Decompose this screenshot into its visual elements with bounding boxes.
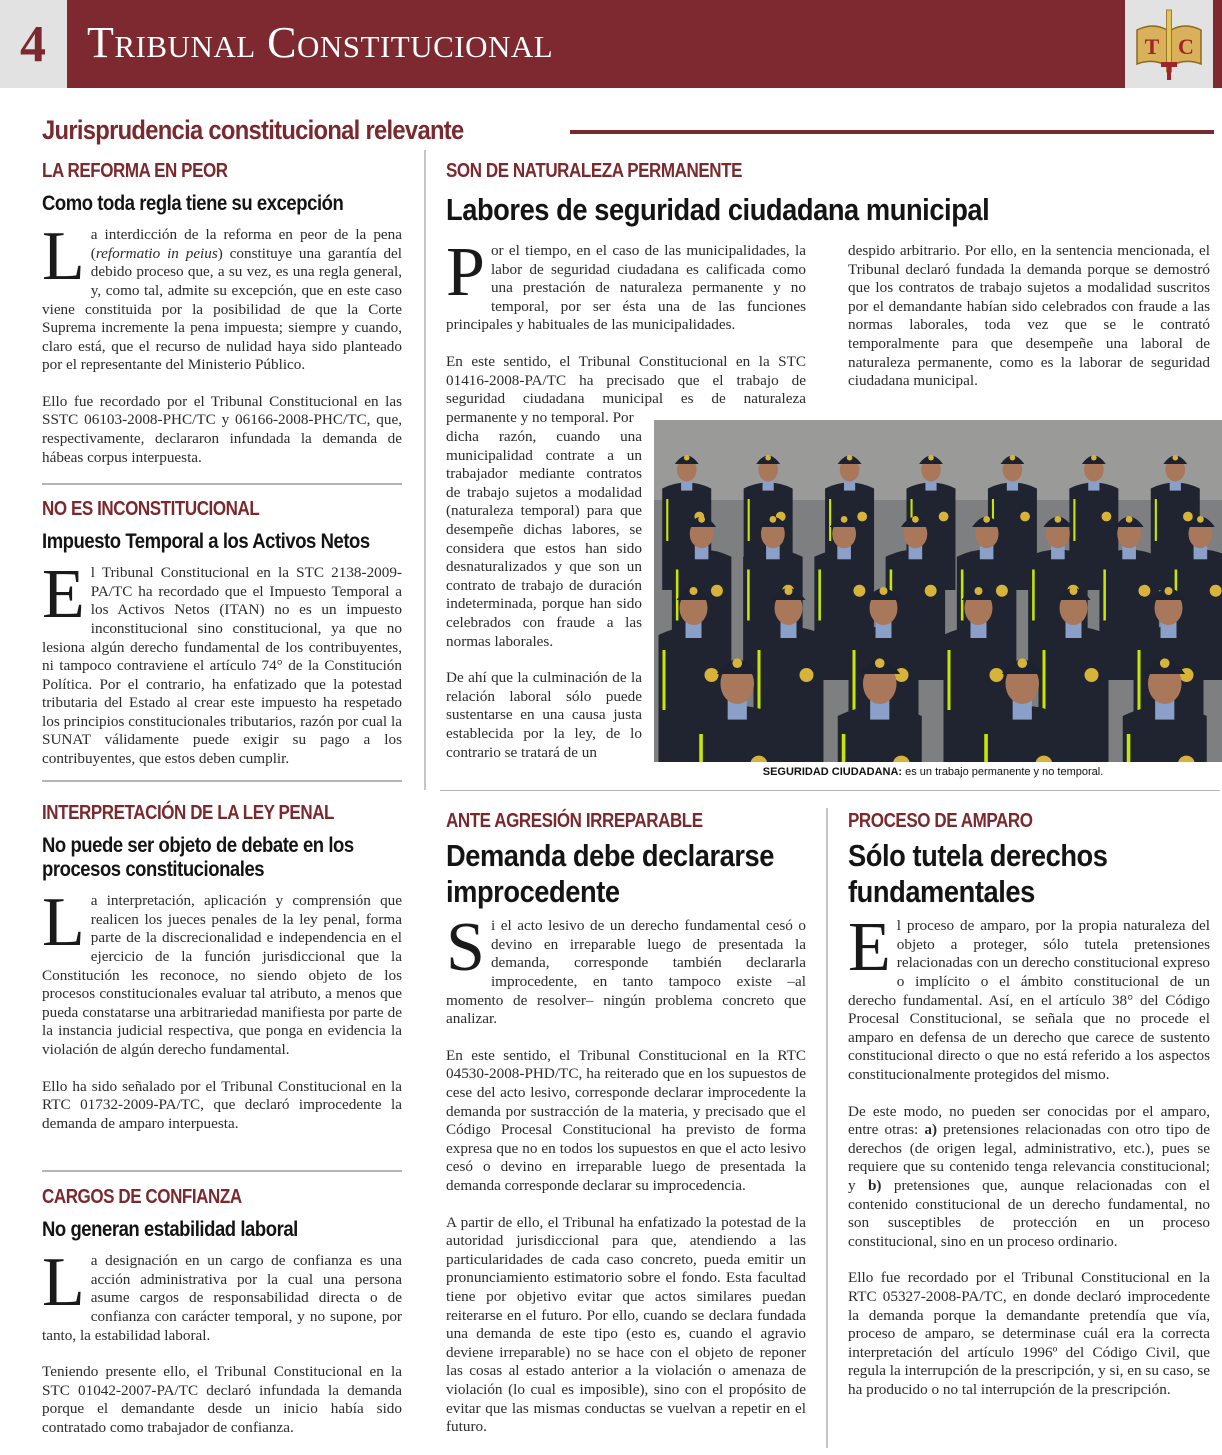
article-divider [42,483,402,485]
drop-cap: L [42,884,85,962]
article-reforma [42,158,402,485]
article-amparo [848,808,1210,1418]
article-seguridad-header [446,158,1216,228]
paragraph: Ello fue recordado por el Tribunal Constitucional en las SSTC 06103-2008-PHC/TC y 06166-2008-PHC/TC, que, respectivamente, declararon infundada la demanda de hábeas corpus interpuesta. [42,392,402,466]
article-kicker: SON DE NATURALEZA PERMANENTE [446,160,742,182]
paragraph: dicha razón, cuando una municipalidad contrate a un trabajador mediante contratos de trabajo sujetos a modalidad (naturaleza temporal) para que desempeñe dichas labores, se considera que estos han sido desnaturalizados y que son un contrato de trabajo de duración indeterminada, porque han sido celebrados con fraude a las normas laborales. [446,428,642,650]
column-divider [826,808,828,1448]
caption-text: es un trabajo permanente y no temporal. [902,766,1104,778]
photo-caption [654,766,1212,778]
article-kicker: INTERPRETACIÓN DE LA LEY PENAL [42,802,335,824]
article-confianza [42,1184,402,1455]
article-headline: Labores de seguridad ciudadana municipal [446,192,990,227]
article-kicker: CARGOS DE CONFIANZA [42,1186,242,1208]
caption-label: SEGURIDAD CIUDADANA: [762,766,903,778]
paragraph: Teniendo presente ello, el Tribunal Constitucional en la STC 01042-2007-PA/TC declaró infundada la demanda porque el demandante desde un inicio había sido contratado como trabajador de confianza. [42,1363,402,1436]
column-divider [424,150,426,790]
article-divider [42,1170,402,1172]
article-headline: No generan estabilidad laboral [42,1218,298,1241]
paragraph: l Tribunal Constitucional en la STC 2138-2009-PA/TC ha recordado que el Impuesto Temporal a los Activos Netos (ITAN) no es un impuesto inconstitucional sino constitucional, ya que no lesiona algún derecho fundamental de los contribuyentes, ni tampoco contraviene el artículo 74° de la Constitución Política. Por el contrario, ha enfatizado que la potestad tributaria del Estado al crear este impuesto ha respetado los principios constitucionales tributarios, razón por cual la SUNAT válidamente puede exigir su pago a los contribuyentes, que estos deben cumplir. [42,564,402,768]
masthead-edge [1213,0,1222,88]
paragraph: A partir de ello, el Tribunal ha enfatizado la potestad de la autoridad jurisdiccional para que, atendiendo a las particularidades de cada caso concreto, pueda emitir un pronunciamiento estimatorio sobre el fondo. Esta facultad tiene por objetivo evitar que actos similares puedan reiterarse en el futuro. Por ello, cuando se declara fundada una demanda de este tipo (esto es, cuando el agravio deviene irreparable) no se hace con el objeto de reponer las cosas al estado anterior a la violación o amenaza de violación (lo cual es imposible), sino con el propósito de evitar que las mismas conductas se vuelvan a repetir en el futuro. [446,1213,806,1436]
masthead-band [67,0,1125,88]
paragraph: En este sentido, el Tribunal Constitucional en la STC 01416-2008-PA/TC ha precisado que el trabajo de seguridad ciudadana municipal es de naturaleza permanente y no temporal. Por [446,352,806,426]
article-headline: Como toda regla tiene su excepción [42,192,344,215]
paragraph: l proceso de amparo, por la propia naturaleza del objeto a proteger, sólo tutela pretensiones relacionadas con un derecho constitucional expreso o implícito o el ámbito constitucional de un derecho fundamental. Así, en el artículo 38° del Código Procesal Constitucional, se señala que no procede el amparo en defensa de un derecho que carece de sustento constitucional directo o que no está referido a los aspectos constitucionalmente protegidos del mismo. [848,917,1210,1084]
article-kicker: LA REFORMA EN PEOR [42,160,228,182]
paragraph: En este sentido, el Tribunal Constitucional en la RTC 04530-2008-PHD/TC, ha reiterado que en los supuestos de cese del acto lesivo, corresponde declarar improcedente la demanda por sustracción de la materia, y precisado que el Código Procesal Constitucional ha previsto de forma expresa que no en todos los supuestos en que el acto lesivo cesó o devino en irreparable luego de presentada la demanda corresponde declarar su improcedencia. [446,1046,806,1194]
svg-text:T: T [1144,34,1160,59]
security-officers-photo [654,420,1222,762]
drop-cap: L [42,218,85,296]
article-kicker: ANTE AGRESIÓN IRREPARABLE [446,810,703,832]
article-itan [42,496,402,787]
article-kicker: NO ES INCONSTITUCIONAL [42,498,260,520]
article-irreparable [446,808,806,1455]
drop-cap: P [446,234,485,311]
drop-cap: L [42,1244,85,1322]
article-body [42,556,402,769]
article-headline: Sólo tutela derechos fundamentales [848,838,1108,909]
page-number: 4 [20,15,46,73]
drop-cap: E [42,556,85,634]
svg-text:C: C [1178,34,1194,59]
paragraph: a interdicción de la reforma en peor de la pena (reformatio in peius) constituye una garantía del debido proceso que, a su vez, es una regla general, y, como tal, admite su excepción, que en este caso viene constituida por la posibilidad de que la Corte Suprema incremente la pena impuesta; siempre y cuando, claro está, que el recurso de nulidad haya sido planteado por el representante del Ministerio Público. [42,226,402,374]
article-divider [42,780,402,782]
article-headline: No puede ser objeto de debate en los procesos constitucionales [42,834,354,882]
tc-logo-icon [1125,0,1213,88]
article-body [42,884,402,1133]
paragraph-list: De este modo, no pueden ser conocidas por el amparo, entre otras: a) pretensiones relacionadas con otro tipo de derechos (de origen legal, administrativo, etc.), pues se requiere que su contenido tenga relevancia constitucional; y b) pretensiones que, aunque relacionadas con el contenido constitucional de un derecho fundamental, no son susceptibles de protección en un proceso constitucional, sino en un proceso ordinario. [848,1102,1211,1250]
paragraph: Ello ha sido señalado por el Tribunal Constitucional en la RTC 01732-2009-PA/TC, que declaró improcedente la demanda de amparo interpuesta. [42,1077,402,1132]
section-title: Jurisprudencia constitucional relevante [42,115,464,145]
paragraph: despido arbitrario. Por ello, en la sentencia mencionada, el Tribunal declaró fundada la demanda porque se demostró que los contratos de trabajo sujetos a modalidad suscritos por el demandante habían sido celebrados con fraude a las normas laborales, toda vez que se le contrató temporalmente para que desempeñe una laboral de naturaleza permanente, como es la laborar de seguridad ciudadana municipal. [848,242,1210,390]
article-divider [440,790,1220,791]
drop-cap: E [848,909,891,987]
paragraph: a interpretación, aplicación y comprensión que realicen los jueces penales de la ley penal, forma parte de la discrecionalidad e independencia en el ejercicio de la función jurisdiccional que la Constitución les reconoce, no siendo objeto de los procesos constitucionales evaluar tal atributo, a menos que pueda constatarse una arbitrariedad manifiesta por parte de la instancia judicial respectiva, que ponga en evidencia la violación de algún derecho fundamental. [42,892,402,1059]
article-body [446,909,806,1436]
article-seguridad-body-c [848,242,1210,409]
paragraph: a designación en un cargo de confianza es una acción administrativa por la cual una persona asume cargos de responsabilidad directa o de confianza con carácter temporal, y no supone, por tanto, la estabilidad laboral. [42,1252,402,1344]
article-body [42,218,402,467]
article-headline: Impuesto Temporal a los Activos Netos [42,530,370,553]
section-rule [570,130,1214,134]
article-body [848,909,1211,1399]
drop-cap: S [446,909,485,987]
article-ley-penal [42,800,402,1151]
paragraph: De ahí que la culminación de la relación laboral sólo puede sustentarse en una causa justa establecida por la ley, de lo contrario se tratará de un [446,669,642,761]
article-body [42,1244,402,1437]
paragraph: i el acto lesivo de un derecho fundamental cesó o devino en irreparable luego de presentada la demanda, corresponde también declararla improcedente, en tanto tampoco existe –al momento de resolver– ningún problema concreto que analizar. [446,917,806,1028]
article-headline: Demanda debe declararse improcedente [446,838,775,909]
publication-title: Tribunal Constitucional [87,18,554,67]
article-kicker: PROCESO DE AMPARO [848,810,1033,832]
article-seguridad-body-a [446,234,806,427]
paragraph: or el tiempo, en el caso de las municipalidades, la labor de seguridad ciudadana es calificada como una prestación de naturaleza permanente y no temporal, por ser ésta una de las funciones principales y habituales de las municipalidades. [446,242,806,334]
article-seguridad-body-b [446,428,642,780]
paragraph: Ello fue recordado por el Tribunal Constitucional en la RTC 05327-2008-PA/TC, en donde declaró improcedente la demanda porque la demandante pretendía que vía, proceso de amparo, se determinase cuál era la correcta interpretación del artículo 1996º del Código Civil, que regula la interrupción de la prescripción, y si, en su caso, se ha producido o no tal interrupción de la prescripción. [848,1269,1210,1398]
